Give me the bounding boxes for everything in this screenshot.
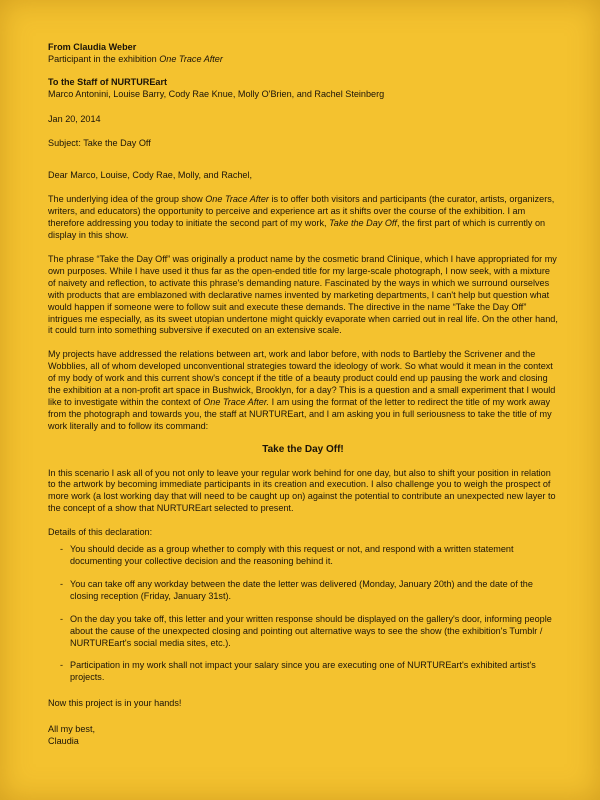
closing-line: Now this project is in your hands!	[48, 698, 182, 709]
details-item	[60, 579, 558, 603]
paragraph-intro-part-b: is to offer both visitors and participants (the curator, artists, organizers, writers, and educators) the opportunity to perceive and experience art as it shifts over the course of the exhibition. I am therefore addressing you today to initiate the second part of my work,	[48, 194, 555, 229]
letter-body	[48, 42, 558, 748]
details-item-text: You should decide as a group whether to comply with this request or not, and respond with a written statement documenting your collective decision and the reasoning behind it.	[70, 544, 514, 566]
details-item	[60, 614, 558, 650]
salutation: Dear Marco, Louise, Cody Rae, Molly, and Rachel,	[48, 170, 253, 181]
sender-role-show: One Trace After	[159, 53, 223, 64]
paragraph-projects-part-a: My projects have addressed the relations between art, work and labor before, with nods to Bartleby the Scrivener and the Wobblies, all of whom developed unconventional strategies toward the ideology of work. So what would it mean in the context of my body of work and this current show's concept if the title of a beauty product could end up pausing the work and closing the exhibition at a non-profit art space in Bushwick, Brooklyn, for a day? This is a question and a small experiment that I would like to investigate within the context of	[48, 349, 556, 407]
letter-subject: Subject: Take the Day Off	[48, 137, 151, 148]
work-title: Take the Day Off	[329, 218, 397, 229]
details-list	[48, 544, 558, 684]
details-title: Details of this declaration:	[48, 527, 153, 538]
paragraph-phrase-origin: The phrase “Take the Day Off” was originally a product name by the cosmetic brand Clinique, which I have appropriated for my own purposes. While I have used it thus far as the open-ended title for my large-scale photograph, I now seek, with a mixture of naivety and reflection, to activate this phrase's demanding nature. Fascinated by the ways in which we surround ourselves with products that are emblazoned with declarative names invented by marketing departments, I can't help but question what would happen if someone were to follow suit and execute these demands. The directive in the name “Take the Day Off” intrigues me especially, as its sweet utopian undertone might quickly evaporate when carried out in real life. On the other hand, it could turn into something subversive if executed on an extensive scale.	[48, 253, 558, 336]
sender-name: From Claudia Weber	[48, 42, 137, 52]
dash-bullet: -	[60, 544, 64, 555]
recipient-title: To the Staff of NURTUREart	[48, 76, 168, 87]
paragraph-projects-part-b: I am using the format of the letter to redirect the title of my work away from the photograph and towards you, the staff at NURTUREart, and I am asking you in full seriousness to take the title of my work literally and to follow its command:	[48, 396, 552, 431]
details-item	[60, 544, 558, 568]
dash-bullet: -	[60, 660, 64, 671]
details-item-text: On the day you take off, this letter and your written response should be displayed on the gallery's door, informing people about the cause of the unexpected closing and pointing out alternative ways to see the show (the exhibition's Tumblr / NURTUREart's social media sites, etc.).	[70, 613, 552, 648]
paragraph-intro	[48, 194, 558, 242]
sender-role	[48, 54, 558, 66]
details-item	[60, 660, 558, 684]
details-item-text: You can take off any workday between the date the letter was delivered (Monday, January 20th) and the date of the closing reception (Friday, January 31st).	[70, 578, 533, 601]
paragraph-intro-part-c: , the first part of which is currently on display in this show.	[48, 218, 546, 241]
paragraph-projects	[48, 349, 558, 432]
command-heading: Take the Day Off!	[262, 443, 344, 455]
show-title: One Trace After	[205, 194, 269, 205]
details-item-text: Participation in my work shall not impact your salary since you are executing one of NURTUREart's exhibited artist's projects.	[70, 660, 536, 683]
paragraph-intro-part-a: The underlying idea of the group show	[48, 194, 206, 205]
recipient-names: Marco Antonini, Louise Barry, Cody Rae Knue, Molly O'Brien, and Rachel Steinberg	[48, 88, 385, 99]
signoff-line: All my best,	[48, 724, 95, 735]
show-title-2: One Trace After.	[203, 396, 270, 407]
signature-name: Claudia	[48, 736, 79, 747]
sender-role-prefix: Participant in the exhibition	[48, 53, 160, 64]
dash-bullet: -	[60, 578, 64, 589]
letter-date: Jan 20, 2014	[48, 113, 101, 124]
paragraph-scenario: In this scenario I ask all of you not only to leave your regular work behind for one day, but also to shift your position in relation to the artwork by becoming immediate participants in its creation and execution. I also challenge you to weigh the prospect of more work (a lost working day that will need to be caught up on) against the potential to contribute an unexpected new layer to the concept of a show that NURTUREart selected to present.	[48, 467, 556, 514]
signoff	[48, 724, 558, 748]
dash-bullet: -	[60, 613, 64, 624]
